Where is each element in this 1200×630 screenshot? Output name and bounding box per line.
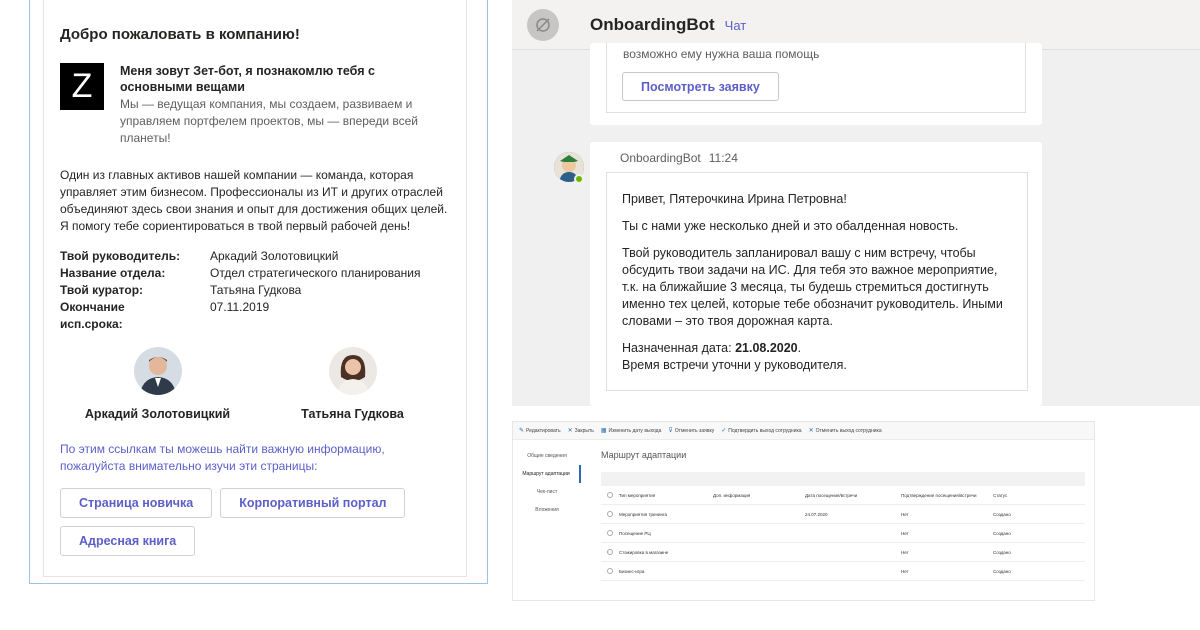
corporate-portal-button[interactable]: Корпоративный портал <box>220 488 405 518</box>
command-bar <box>513 422 1094 440</box>
message-line: Твой руководитель запланировал вашу с ним встречу, чтобы обсудить твои задачи на ИС. Для тебя это важное мероприятие, т.к. на ближайшие 3 месяца, ты будешь стремиться достигнуть именно тех целей, которые тебе обозначит руководитель. Иными словами – это твоя дорожная карта. <box>622 246 1003 328</box>
bot-message <box>590 142 1042 406</box>
fact-label: Окончание исп.срока: <box>60 300 125 331</box>
fact-probation-end <box>60 299 450 333</box>
table-row[interactable]: Мероприятия тренинга 24.07.2020 Нет Создано <box>601 505 1085 524</box>
fact-label: Твой руководитель: <box>60 249 181 263</box>
person-manager <box>60 347 255 421</box>
close-command[interactable]: ✕ Закрыть <box>567 427 594 434</box>
cancel-exit-command[interactable]: ✕ Отменить выход сотрудника <box>808 427 882 434</box>
links-note: По этим ссылкам ты можешь найти важную информацию, пожалуйста внимательно изучи эти страницы: <box>60 442 385 473</box>
newbie-page-button[interactable]: Страница новичка <box>60 488 212 518</box>
z-bot-logo: Z <box>60 63 104 110</box>
confirm-exit-command[interactable]: ✓ Подтвердить выход сотрудника <box>721 427 802 434</box>
row-radio[interactable] <box>607 530 613 536</box>
fact-curator <box>60 282 450 299</box>
row-radio[interactable] <box>607 568 613 574</box>
message-line: Ты с нами уже несколько дней и это обалденная новость. <box>622 219 959 233</box>
teams-chat-window <box>512 0 1200 406</box>
meeting-date: Назначенная дата: 21.08.2020. <box>622 341 802 355</box>
person-name: Аркадий Золотовицкий <box>84 407 231 421</box>
column-header[interactable]: Дата посещения/встречи <box>805 492 858 498</box>
message-meta <box>620 151 738 165</box>
avatar <box>134 347 182 395</box>
app-name: OnboardingBot <box>590 14 715 34</box>
calendar-icon: ▦ <box>600 428 607 434</box>
fact-value: Отдел стратегического планирования <box>210 266 421 280</box>
nav-general[interactable]: Общие сведения <box>527 453 567 459</box>
table-row[interactable]: Стажировка в магазине Нет Создано <box>601 543 1085 562</box>
bot-app-icon <box>527 9 559 41</box>
fact-label: Название отдела: <box>60 266 166 280</box>
close-icon: ✕ <box>567 428 573 434</box>
column-header[interactable]: Тип мероприятия <box>619 492 656 498</box>
grid-toolbar <box>601 472 1085 486</box>
previous-card <box>606 43 1026 113</box>
row-radio[interactable] <box>607 511 613 517</box>
select-all-radio[interactable] <box>607 492 613 498</box>
cancel-request-command[interactable]: ⊽ Отменить заявку <box>668 427 715 434</box>
table-row[interactable]: Бизнес-игра Нет Создано <box>601 562 1085 581</box>
links-buttons <box>60 488 450 556</box>
nav-route[interactable]: Маршрут адаптации <box>513 465 581 483</box>
welcome-title: Добро пожаловать в компанию! <box>60 26 300 43</box>
tab-chat[interactable]: Чат <box>724 18 747 33</box>
adaptation-main <box>601 450 1085 581</box>
previous-message <box>590 43 1042 125</box>
grid-header <box>601 486 1085 505</box>
adaptation-nav <box>513 447 581 519</box>
edit-command[interactable]: ✎ Редактировать <box>519 427 561 434</box>
message-line: Время встречи уточни у руководителя. <box>622 358 847 372</box>
change-date-command[interactable]: ▦ Изменить дату выхода <box>600 427 662 434</box>
pencil-icon: ✎ <box>519 428 525 434</box>
message-card <box>606 172 1028 391</box>
facts-list <box>60 248 450 333</box>
person-name: Татьяна Гудкова <box>301 407 404 421</box>
column-header[interactable]: Подтверждение посещения/встречи <box>901 492 977 498</box>
online-status-icon <box>574 174 584 184</box>
message-time: 11:24 <box>708 151 738 165</box>
check-icon: ✓ <box>721 428 727 434</box>
column-header[interactable]: Доп. информация <box>713 492 751 498</box>
fact-value: Татьяна Гудкова <box>210 283 302 297</box>
adaptation-screen <box>512 421 1095 601</box>
fact-value: Аркадий Золотовицкий <box>210 249 339 263</box>
intro-heading: Меня зовут Зет-бот, я познакомлю тебя с основными вещами <box>120 64 375 94</box>
fact-value: 07.11.2019 <box>210 300 270 314</box>
view-request-button[interactable]: Посмотреть заявку <box>622 72 779 101</box>
fact-manager <box>60 248 450 265</box>
close-icon: ✕ <box>808 428 814 434</box>
address-book-button[interactable]: Адресная книга <box>60 526 195 556</box>
page-title: Маршрут адаптации <box>601 450 687 460</box>
intro-subtext: Мы — ведущая компания, мы создаем, развиваем и управляем портфелем проектов, мы — впереди всей планеты! <box>120 97 419 145</box>
people-row <box>60 347 450 421</box>
column-header[interactable]: Статус <box>993 492 1008 498</box>
welcome-paragraph: Один из главных активов нашей компании — команда, которая управляет этим бизнесом. Профессионалы из ИТ и других отраслей объединяют здесь свои знания и опыт для достижения общих целей. Я помогу тебе сориентироваться в твой первый рабочей день! <box>60 168 448 233</box>
nav-checklist[interactable]: Чек-лист <box>536 489 558 495</box>
row-radio[interactable] <box>607 549 613 555</box>
greeting: Привет, Пятерочкина Ирина Петровна! <box>622 192 847 206</box>
table-row[interactable]: Посещение РЦ Нет Создано <box>601 524 1085 543</box>
sender-name: OnboardingBot <box>620 151 701 165</box>
person-curator <box>255 347 450 421</box>
bot-intro <box>60 63 450 147</box>
previous-message-text: возможно ему нужна ваша помощь <box>623 47 820 61</box>
nav-attachments[interactable]: Вложения <box>535 507 559 513</box>
filter-icon: ⊽ <box>668 428 673 434</box>
fact-department <box>60 265 450 282</box>
avatar <box>329 347 377 395</box>
fact-label: Твой куратор: <box>60 283 144 297</box>
welcome-card <box>43 0 467 577</box>
